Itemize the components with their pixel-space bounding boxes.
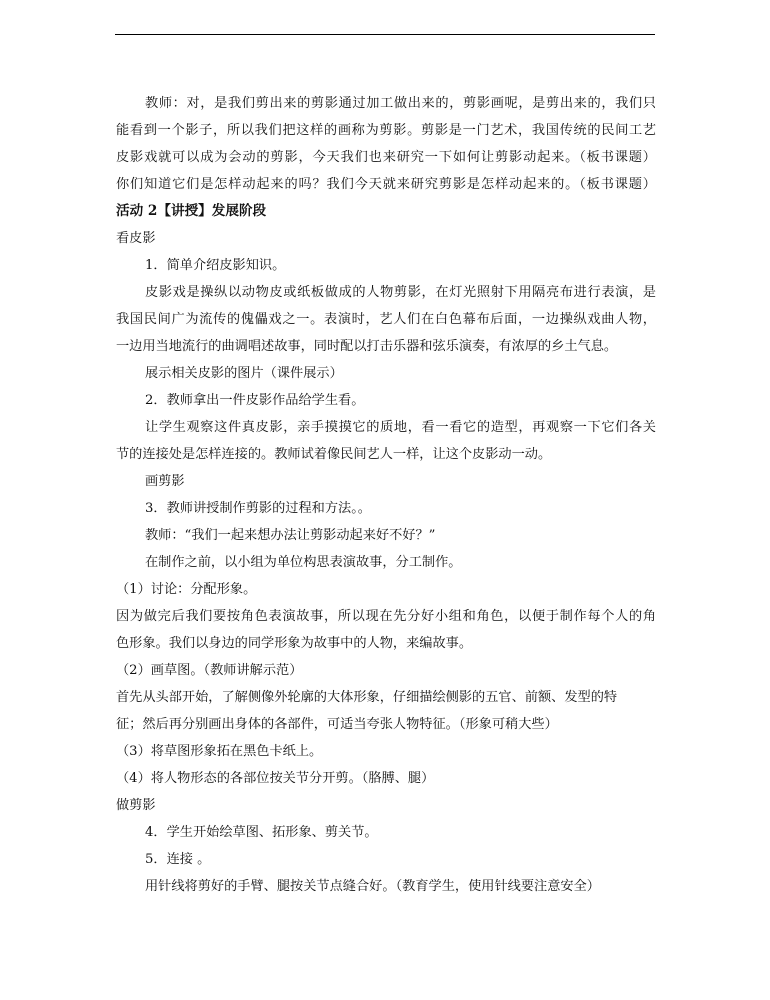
paragraph-line: 我国民间广为流传的傀儡戏之一。表演时，艺人们在白色幕布后面，一边操纵戏曲人物， xyxy=(116,312,656,327)
paragraph-line: 皮影戏就可以成为会动的剪影，今天我们也来研究一下如何让剪影动起来。（板书课题） xyxy=(116,150,656,165)
text-line: 在制作之前，以小组为单位构思表演故事，分工制作。 xyxy=(145,555,462,570)
text-line: 用针线将剪好的手臂、腿按关节点缝合好。（教育学生，使用针线要注意安全） xyxy=(145,879,600,894)
paragraph-line: 你们知道它们是怎样动起来的吗？我们今天就来研究剪影是怎样动起来的。（板书课题） xyxy=(116,177,656,192)
activity-heading: 活动 2【讲授】发展阶段 xyxy=(116,203,267,219)
paragraph-line: 让学生观察这件真皮影，亲手摸摸它的质地，看一看它的造型，再观察一下它们各关 xyxy=(145,420,656,435)
list-item: 5．连接 。 xyxy=(145,852,211,867)
paragraph-line: 教师：对，是我们剪出来的剪影通过加工做出来的，剪影画呢，是剪出来的，我们只 xyxy=(145,96,656,111)
paragraph-line: 征；然后再分别画出身体的各部件，可适当夸张人物特征。（形象可稍大些） xyxy=(116,717,558,732)
list-item: 3．教师讲授制作剪影的过程和方法。。 xyxy=(145,501,371,516)
paragraph-line: 因为做完后我们要按角色表演故事，所以现在先分好小组和角色，以便于制作每个人的角 xyxy=(116,609,656,624)
list-item: 1．简单介绍皮影知识。 xyxy=(145,258,286,273)
step-item: （3）将草图形象拓在黑色卡纸上。 xyxy=(116,744,323,759)
text-line: 教师：“我们一起来想办法让剪影动起来好不好？” xyxy=(145,528,436,543)
paragraph-line: 首先从头部开始，了解侧像外轮廓的大体形象，仔细描绘侧影的五官、前额、发型的特 xyxy=(116,690,618,705)
paragraph-line: 皮影戏是操纵以动物皮或纸板做成的人物剪影，在灯光照射下用隔亮布进行表演，是 xyxy=(145,285,656,300)
step-item: （4）将人物形态的各部位按关节分开剪。（胳膊、腿） xyxy=(116,771,435,786)
step-item: （2）画草图。（教师讲解示范） xyxy=(116,663,303,678)
list-item: 2．教师拿出一件皮影作品给学生看。 xyxy=(145,393,365,408)
paragraph-line: 色形象。我们以身边的同学形象为故事中的人物，来编故事。 xyxy=(116,636,473,651)
section-label-draw: 画剪影 xyxy=(145,474,185,489)
list-item: 4．学生开始绘草图、拓形象、剪关节。 xyxy=(145,825,378,840)
header-rule xyxy=(115,34,655,35)
step-item: （1）讨论：分配形象。 xyxy=(116,582,257,597)
document-body xyxy=(116,90,656,900)
section-label-look: 看皮影 xyxy=(116,231,156,246)
paragraph-line: 节的连接处是怎样连接的。教师试着像民间艺人一样，让这个皮影动一动。 xyxy=(116,447,552,462)
section-label-make: 做剪影 xyxy=(116,798,156,813)
paragraph-line: 能看到一个影子，所以我们把这样的画称为剪影。剪影是一门艺术，我国传统的民间工艺 xyxy=(116,123,656,138)
paragraph-line: 一边用当地流行的曲调唱述故事，同时配以打击乐器和弦乐演奏，有浓厚的乡土气息。 xyxy=(116,339,618,354)
text-line: 展示相关皮影的图片（课件展示） xyxy=(145,366,343,381)
